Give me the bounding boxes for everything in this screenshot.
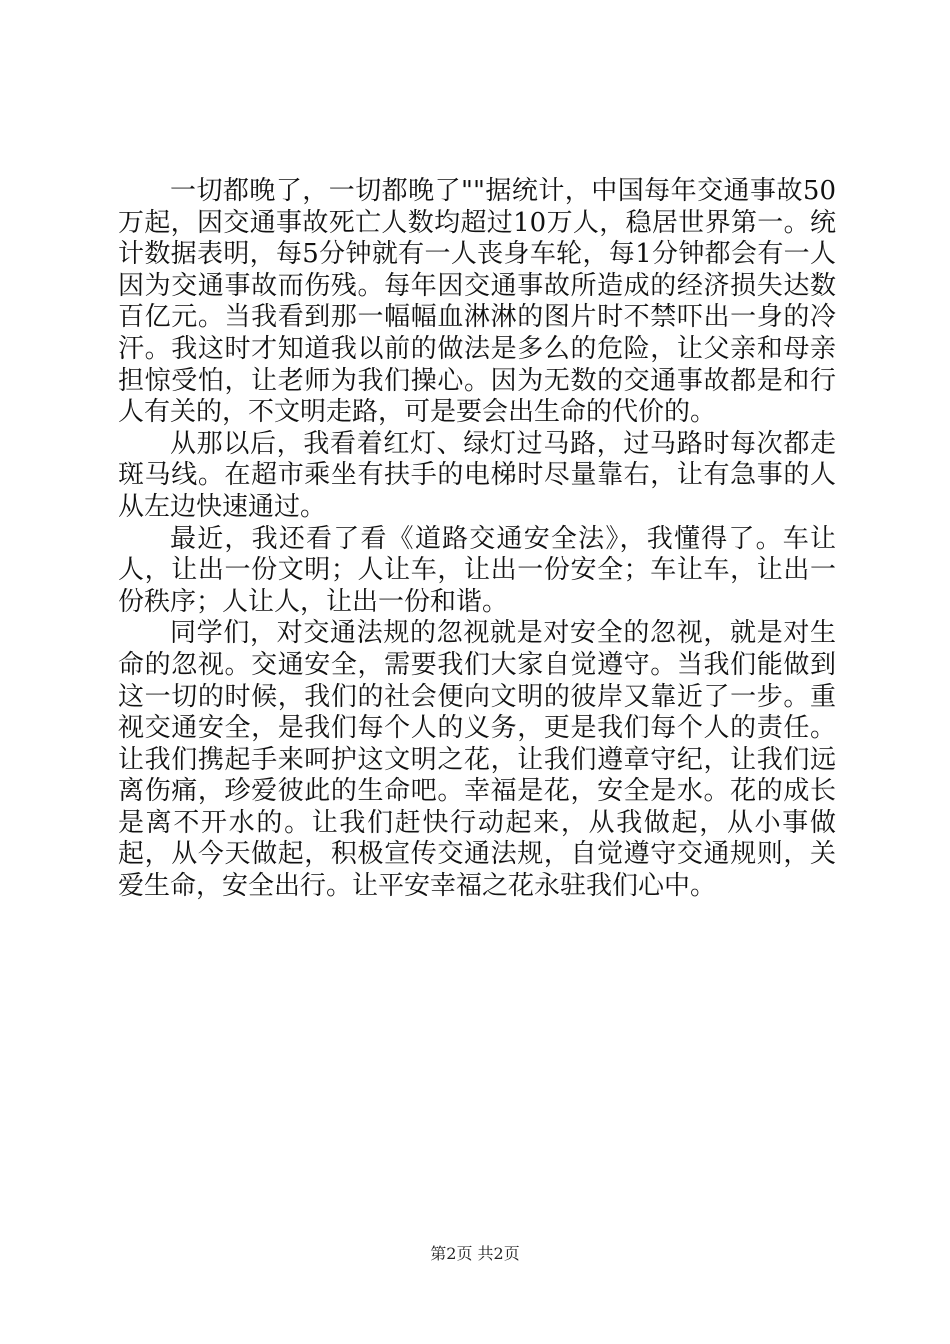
paragraph: 最近，我还看了看《道路交通安全法》，我懂得了。车让人，让出一份文明；人让车，让出一份安全；车让车，让出一份秩序；人让人，让出一份和谐。 <box>118 523 836 617</box>
paragraph: 一切都晚了，一切都晚了""据统计，中国每年交通事故50万起，因交通事故死亡人数均超过10万人，稳居世界第一。统计数据表明，每5分钟就有一人丧身车轮，每1分钟都会有一人因为交通事故而伤残。每年因交通事故所造成的经济损失达数百亿元。当我看到那一幅幅血淋淋的图片时不禁吓出一身的冷汗。我这时才知道我以前的做法是多么的危险，让父亲和母亲担惊受怕，让老师为我们操心。因为无数的交通事故都是和行人有关的，不文明走路，可是要会出生命的代价的。 <box>118 176 836 428</box>
paragraph: 同学们，对交通法规的忽视就是对安全的忽视，就是对生命的忽视。交通安全，需要我们大家自觉遵守。当我们能做到这一切的时候，我们的社会便向文明的彼岸又靠近了一步。重视交通安全，是我们每个人的义务，更是我们每个人的责任。让我们携起手来呵护这文明之花，让我们遵章守纪，让我们远离伤痛，珍爱彼此的生命吧。幸福是花，安全是水。花的成长是离不开水的。让我们赶快行动起来，从我做起，从小事做起，从今天做起，积极宣传交通法规，自觉遵守交通规则，关爱生命，安全出行。让平安幸福之花永驻我们心中。 <box>118 618 836 902</box>
page-footer: 第2页 共2页 <box>430 1244 520 1263</box>
paragraph: 从那以后，我看着红灯、绿灯过马路，过马路时每次都走斑马线。在超市乘坐有扶手的电梯时尽量靠右，让有急事的人从左边快速通过。 <box>118 428 836 522</box>
document-body <box>118 176 836 903</box>
